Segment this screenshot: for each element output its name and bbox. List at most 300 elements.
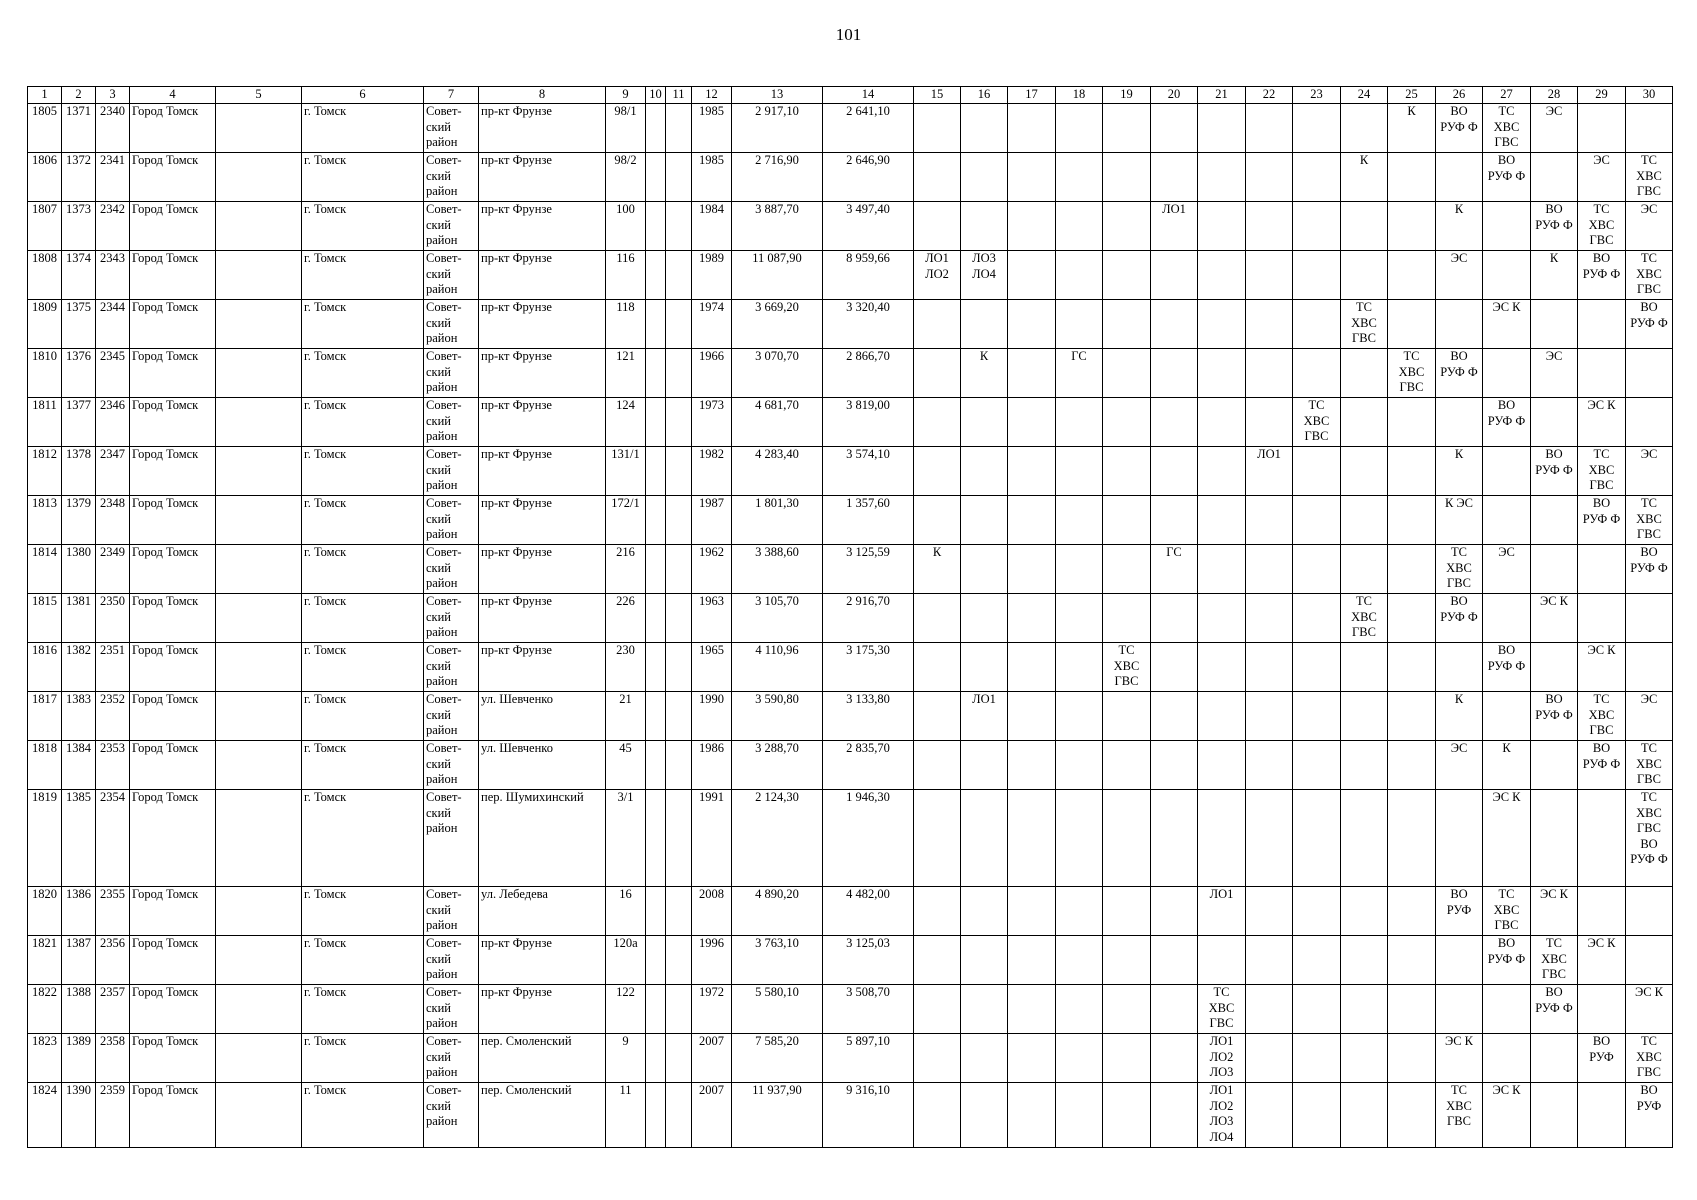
table-cell xyxy=(1056,251,1103,300)
table-cell: г. Томск xyxy=(302,545,424,594)
column-header: 19 xyxy=(1103,87,1151,104)
table-cell xyxy=(1246,643,1293,692)
table-cell xyxy=(1436,643,1483,692)
table-cell: 216 xyxy=(606,545,646,594)
table-cell xyxy=(1103,887,1151,936)
table-cell: 2348 xyxy=(96,496,130,545)
table-cell xyxy=(666,1034,692,1083)
table-cell: ТС ХВС ГВС xyxy=(1626,251,1673,300)
table-cell: г. Томск xyxy=(302,692,424,741)
table-cell xyxy=(1198,202,1246,251)
table-cell: пер. Смоленский xyxy=(479,1034,606,1083)
table-cell: 2343 xyxy=(96,251,130,300)
column-header: 14 xyxy=(823,87,914,104)
table-cell xyxy=(1151,1034,1198,1083)
table-cell: ЭС xyxy=(1626,202,1673,251)
table-cell xyxy=(1103,447,1151,496)
table-cell xyxy=(1483,447,1531,496)
table-cell xyxy=(1388,1034,1436,1083)
table-cell xyxy=(1388,251,1436,300)
table-cell xyxy=(1103,692,1151,741)
table-cell xyxy=(1578,545,1626,594)
table-cell xyxy=(961,985,1008,1034)
table-cell: ВО РУФ Ф xyxy=(1531,692,1578,741)
table-cell: 1816 xyxy=(28,643,62,692)
table-cell xyxy=(666,594,692,643)
table-cell: пр-кт Фрунзе xyxy=(479,202,606,251)
table-cell xyxy=(646,643,666,692)
table-cell xyxy=(1246,594,1293,643)
table-cell xyxy=(1056,300,1103,349)
table-cell xyxy=(1626,643,1673,692)
table-cell xyxy=(646,545,666,594)
table-cell: 3 320,40 xyxy=(823,300,914,349)
table-cell xyxy=(1341,398,1388,447)
table-cell xyxy=(1388,643,1436,692)
table-cell xyxy=(914,741,961,790)
table-cell xyxy=(914,447,961,496)
table-cell xyxy=(1103,594,1151,643)
table-cell xyxy=(216,545,302,594)
table-cell: ТС ХВС ГВС xyxy=(1626,496,1673,545)
table-cell xyxy=(1246,887,1293,936)
table-cell: ТС ХВС ГВС xyxy=(1293,398,1341,447)
table-cell xyxy=(1151,300,1198,349)
table-cell xyxy=(1151,104,1198,153)
table-cell xyxy=(1151,985,1198,1034)
table-cell xyxy=(646,790,666,887)
table-cell xyxy=(914,790,961,887)
table-cell xyxy=(1103,936,1151,985)
table-cell: г. Томск xyxy=(302,643,424,692)
table-cell: 3 819,00 xyxy=(823,398,914,447)
table-cell: 3 887,70 xyxy=(732,202,823,251)
table-cell xyxy=(646,887,666,936)
table-cell: К xyxy=(1341,153,1388,202)
table-cell: 1991 xyxy=(692,790,732,887)
table-cell xyxy=(961,936,1008,985)
table-cell: 1996 xyxy=(692,936,732,985)
table-cell: 1808 xyxy=(28,251,62,300)
table-cell: К xyxy=(1436,202,1483,251)
table-cell: ТС ХВС ГВС xyxy=(1341,594,1388,643)
table-cell xyxy=(1483,496,1531,545)
table-cell xyxy=(1626,887,1673,936)
table-cell xyxy=(646,936,666,985)
table-cell xyxy=(1008,300,1056,349)
table-cell: г. Томск xyxy=(302,447,424,496)
table-cell xyxy=(1103,251,1151,300)
table-cell: ВО РУФ Ф xyxy=(1483,398,1531,447)
table-cell xyxy=(1531,1034,1578,1083)
table-cell: г. Томск xyxy=(302,251,424,300)
table-cell: ЭС К xyxy=(1483,1083,1531,1148)
table-cell: Совет- ский район xyxy=(424,741,479,790)
table-cell xyxy=(1151,496,1198,545)
table-cell: 1822 xyxy=(28,985,62,1034)
table-cell xyxy=(1341,349,1388,398)
table-cell: 1984 xyxy=(692,202,732,251)
table-cell xyxy=(1198,692,1246,741)
table-cell xyxy=(961,153,1008,202)
table-cell xyxy=(1388,447,1436,496)
table-cell xyxy=(1056,936,1103,985)
table-cell: 3 669,20 xyxy=(732,300,823,349)
table-cell xyxy=(1531,398,1578,447)
table-cell xyxy=(1578,985,1626,1034)
table-cell xyxy=(646,1083,666,1148)
table-cell xyxy=(1198,447,1246,496)
table-cell xyxy=(666,692,692,741)
table-cell: 1817 xyxy=(28,692,62,741)
table-cell xyxy=(1246,496,1293,545)
table-cell xyxy=(1151,251,1198,300)
table-cell xyxy=(666,251,692,300)
table-cell xyxy=(1151,1083,1198,1148)
table-cell: г. Томск xyxy=(302,936,424,985)
table-cell xyxy=(1341,741,1388,790)
table-cell: 1815 xyxy=(28,594,62,643)
table-cell: г. Томск xyxy=(302,300,424,349)
table-cell xyxy=(1151,594,1198,643)
table-cell xyxy=(1008,251,1056,300)
table-cell: ТС ХВС ГВС ВО РУФ Ф xyxy=(1626,790,1673,887)
table-cell: пр-кт Фрунзе xyxy=(479,153,606,202)
table-cell xyxy=(961,545,1008,594)
table-cell: ЭС К xyxy=(1483,790,1531,887)
table-cell: 121 xyxy=(606,349,646,398)
table-cell: Совет- ский район xyxy=(424,692,479,741)
table-cell xyxy=(1293,985,1341,1034)
table-cell: 1985 xyxy=(692,104,732,153)
table-cell: 3 070,70 xyxy=(732,349,823,398)
table-cell: 2 835,70 xyxy=(823,741,914,790)
table-cell xyxy=(1103,790,1151,887)
table-cell xyxy=(216,153,302,202)
table-cell xyxy=(646,300,666,349)
table-cell xyxy=(1293,104,1341,153)
table-cell xyxy=(666,1083,692,1148)
table-cell: 1388 xyxy=(62,985,96,1034)
table-cell: ул. Шевченко xyxy=(479,692,606,741)
table-cell xyxy=(1246,545,1293,594)
table-cell: ЛО3 ЛО4 xyxy=(961,251,1008,300)
table-cell: Город Томск xyxy=(130,349,216,398)
table-cell xyxy=(216,447,302,496)
table-cell: г. Томск xyxy=(302,496,424,545)
table-cell: Совет- ский район xyxy=(424,447,479,496)
table-cell: ЭС К xyxy=(1436,1034,1483,1083)
table-cell: 2 716,90 xyxy=(732,153,823,202)
table-cell xyxy=(666,496,692,545)
table-cell xyxy=(1436,936,1483,985)
table-cell xyxy=(1293,692,1341,741)
table-cell: пр-кт Фрунзе xyxy=(479,545,606,594)
table-cell: ЭС xyxy=(1626,447,1673,496)
table-cell xyxy=(1008,790,1056,887)
table-cell xyxy=(666,300,692,349)
table-cell xyxy=(1578,349,1626,398)
table-cell xyxy=(666,790,692,887)
table-cell: 3 574,10 xyxy=(823,447,914,496)
table-cell xyxy=(216,104,302,153)
table-cell: Город Томск xyxy=(130,741,216,790)
table-cell xyxy=(1341,790,1388,887)
table-cell xyxy=(1388,692,1436,741)
table-cell: 1389 xyxy=(62,1034,96,1083)
table-cell xyxy=(666,985,692,1034)
table-cell xyxy=(1246,398,1293,447)
table-cell xyxy=(1531,545,1578,594)
table-cell xyxy=(1008,887,1056,936)
table-cell: ВО РУФ Ф xyxy=(1483,936,1531,985)
table-cell: Совет- ский район xyxy=(424,985,479,1034)
table-cell: 1986 xyxy=(692,741,732,790)
table-cell: 116 xyxy=(606,251,646,300)
table-cell xyxy=(1293,447,1341,496)
table-cell xyxy=(1388,594,1436,643)
table-cell xyxy=(1341,1034,1388,1083)
table-cell: Совет- ский район xyxy=(424,1034,479,1083)
table-cell: Город Томск xyxy=(130,692,216,741)
table-cell: 1373 xyxy=(62,202,96,251)
table-cell: 1812 xyxy=(28,447,62,496)
table-cell xyxy=(1293,741,1341,790)
table-cell: 2352 xyxy=(96,692,130,741)
table-cell xyxy=(216,643,302,692)
table-cell: Совет- ский район xyxy=(424,887,479,936)
table-cell xyxy=(1008,1034,1056,1083)
table-cell: 3 288,70 xyxy=(732,741,823,790)
table-cell xyxy=(1103,1034,1151,1083)
table-cell: пр-кт Фрунзе xyxy=(479,594,606,643)
table-cell xyxy=(961,1034,1008,1083)
table-cell: Совет- ский район xyxy=(424,643,479,692)
table-cell: г. Томск xyxy=(302,985,424,1034)
table-cell: Город Томск xyxy=(130,790,216,887)
table-cell: г. Томск xyxy=(302,104,424,153)
table-cell xyxy=(1293,936,1341,985)
table-cell xyxy=(1103,545,1151,594)
table-cell: 1987 xyxy=(692,496,732,545)
table-cell xyxy=(1388,985,1436,1034)
table-cell xyxy=(1388,790,1436,887)
table-cell: 1973 xyxy=(692,398,732,447)
table-cell: Город Томск xyxy=(130,447,216,496)
table-cell: ТС ХВС ГВС xyxy=(1483,104,1531,153)
table-cell xyxy=(216,741,302,790)
table-cell xyxy=(914,300,961,349)
table-cell: пр-кт Фрунзе xyxy=(479,936,606,985)
table-cell xyxy=(1056,104,1103,153)
table-cell: 1371 xyxy=(62,104,96,153)
table-cell xyxy=(1531,790,1578,887)
table-cell xyxy=(1388,398,1436,447)
table-cell: 1962 xyxy=(692,545,732,594)
column-header: 23 xyxy=(1293,87,1341,104)
table-cell xyxy=(1198,398,1246,447)
table-cell: г. Томск xyxy=(302,349,424,398)
table-cell: ВО РУФ Ф xyxy=(1483,153,1531,202)
table-cell xyxy=(1341,936,1388,985)
table-row xyxy=(28,741,1673,790)
table-cell: 2008 xyxy=(692,887,732,936)
table-cell: ТС ХВС ГВС xyxy=(1388,349,1436,398)
table-cell: г. Томск xyxy=(302,790,424,887)
table-cell: 5 897,10 xyxy=(823,1034,914,1083)
table-cell xyxy=(1056,496,1103,545)
table-cell: 1382 xyxy=(62,643,96,692)
table-cell xyxy=(1103,202,1151,251)
table-cell: ГС xyxy=(1056,349,1103,398)
table-cell: 1805 xyxy=(28,104,62,153)
table-cell xyxy=(914,104,961,153)
table-cell xyxy=(1578,300,1626,349)
table-cell: ВО РУФ Ф xyxy=(1531,447,1578,496)
table-row xyxy=(28,300,1673,349)
table-cell: Город Томск xyxy=(130,887,216,936)
table-cell: Совет- ский район xyxy=(424,251,479,300)
table-cell: ЭС К xyxy=(1531,887,1578,936)
table-cell: Город Томск xyxy=(130,985,216,1034)
table-cell: ЛО1 xyxy=(961,692,1008,741)
table-cell xyxy=(1293,790,1341,887)
table-cell xyxy=(1246,741,1293,790)
table-cell: 1 801,30 xyxy=(732,496,823,545)
table-cell: 1985 xyxy=(692,153,732,202)
table-cell: 1377 xyxy=(62,398,96,447)
table-cell: Город Томск xyxy=(130,398,216,447)
table-cell xyxy=(1293,1083,1341,1148)
table-cell: г. Томск xyxy=(302,153,424,202)
column-header: 6 xyxy=(302,87,424,104)
table-cell xyxy=(1198,545,1246,594)
table-cell: К xyxy=(1436,692,1483,741)
table-cell: ТС ХВС ГВС xyxy=(1626,741,1673,790)
table-cell: ЛО1 xyxy=(1246,447,1293,496)
table-cell: 2 916,70 xyxy=(823,594,914,643)
table-cell: 45 xyxy=(606,741,646,790)
table-cell: ЛО1 ЛО2 ЛО3 ЛО4 xyxy=(1198,1083,1246,1148)
table-cell xyxy=(1198,104,1246,153)
table-cell: 1821 xyxy=(28,936,62,985)
table-cell xyxy=(1151,887,1198,936)
table-cell xyxy=(1293,251,1341,300)
table-cell: 1384 xyxy=(62,741,96,790)
table-cell: ВО РУФ Ф xyxy=(1626,545,1673,594)
table-cell: ЭС xyxy=(1436,251,1483,300)
table-cell xyxy=(1008,398,1056,447)
column-header: 22 xyxy=(1246,87,1293,104)
table-cell: 1819 xyxy=(28,790,62,887)
table-cell xyxy=(1056,545,1103,594)
table-cell xyxy=(1483,985,1531,1034)
table-cell xyxy=(666,936,692,985)
table-cell xyxy=(1103,153,1151,202)
table-cell: Совет- ский район xyxy=(424,398,479,447)
table-cell xyxy=(961,741,1008,790)
table-row xyxy=(28,887,1673,936)
table-cell xyxy=(1246,104,1293,153)
table-cell xyxy=(1246,692,1293,741)
table-cell: 8 959,66 xyxy=(823,251,914,300)
table-cell: 2344 xyxy=(96,300,130,349)
table-cell xyxy=(1341,887,1388,936)
table-cell xyxy=(1293,594,1341,643)
table-cell: 2342 xyxy=(96,202,130,251)
table-cell xyxy=(1341,496,1388,545)
table-cell xyxy=(1151,398,1198,447)
table-cell: Город Томск xyxy=(130,104,216,153)
table-cell xyxy=(1103,300,1151,349)
table-cell xyxy=(1341,202,1388,251)
table-cell xyxy=(1388,300,1436,349)
table-cell: ТС ХВС ГВС xyxy=(1531,936,1578,985)
table-cell: 100 xyxy=(606,202,646,251)
table-cell: пр-кт Фрунзе xyxy=(479,104,606,153)
table-row xyxy=(28,398,1673,447)
table-row xyxy=(28,594,1673,643)
table-cell: 2356 xyxy=(96,936,130,985)
table-cell xyxy=(1578,1083,1626,1148)
column-header: 1 xyxy=(28,87,62,104)
table-cell: 1806 xyxy=(28,153,62,202)
table-cell: Совет- ский район xyxy=(424,1083,479,1148)
table-cell xyxy=(1008,104,1056,153)
table-cell xyxy=(1008,447,1056,496)
table-cell: 1982 xyxy=(692,447,732,496)
table-cell xyxy=(1341,985,1388,1034)
table-cell xyxy=(961,643,1008,692)
column-header: 15 xyxy=(914,87,961,104)
column-header: 5 xyxy=(216,87,302,104)
table-cell xyxy=(1008,496,1056,545)
column-header: 25 xyxy=(1388,87,1436,104)
table-cell: г. Томск xyxy=(302,202,424,251)
table-row xyxy=(28,692,1673,741)
table-cell: пр-кт Фрунзе xyxy=(479,300,606,349)
table-cell xyxy=(1246,153,1293,202)
table-cell: 5 580,10 xyxy=(732,985,823,1034)
table-cell xyxy=(1626,398,1673,447)
table-cell: ТС ХВС ГВС xyxy=(1198,985,1246,1034)
table-row xyxy=(28,1083,1673,1148)
table-cell xyxy=(1246,936,1293,985)
table-cell xyxy=(914,1083,961,1148)
table-cell xyxy=(1056,741,1103,790)
table-cell: Город Томск xyxy=(130,936,216,985)
table-cell: 1386 xyxy=(62,887,96,936)
column-header: 30 xyxy=(1626,87,1673,104)
table-cell xyxy=(216,790,302,887)
table-cell: 3 508,70 xyxy=(823,985,914,1034)
table-cell: 1810 xyxy=(28,349,62,398)
table-cell xyxy=(1293,349,1341,398)
table-row xyxy=(28,104,1673,153)
table-cell: Город Томск xyxy=(130,643,216,692)
table-cell xyxy=(1103,104,1151,153)
table-cell xyxy=(961,1083,1008,1148)
table-cell: ВО РУФ xyxy=(1436,887,1483,936)
table-cell: 3 175,30 xyxy=(823,643,914,692)
table-row xyxy=(28,1034,1673,1083)
table-cell xyxy=(961,104,1008,153)
table-cell xyxy=(1483,349,1531,398)
table-cell: 2350 xyxy=(96,594,130,643)
table-cell: 4 283,40 xyxy=(732,447,823,496)
table-cell: 2 124,30 xyxy=(732,790,823,887)
table-cell: 2 866,70 xyxy=(823,349,914,398)
